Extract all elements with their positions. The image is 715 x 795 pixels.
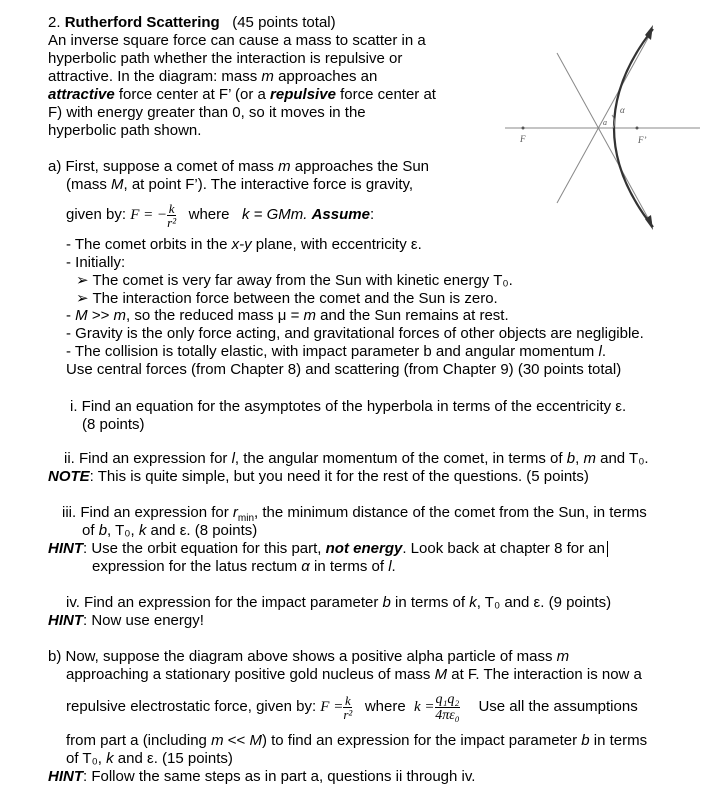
question-iii-hint-2: expression for the latus rectum α in terms of l. (92, 558, 396, 575)
question-i-line-2: (8 points) (82, 416, 145, 433)
assumption-6: - Gravity is the only force acting, and gravitational forces of other objects are negligible. (66, 325, 644, 342)
assumption-5: - M >> m, so the reduced mass μ = m and the Sun remains at rest. (66, 307, 509, 324)
intro-line-4: attractive force center at F’ (or a repulsive force center at (48, 86, 436, 103)
focus-F-point (522, 127, 525, 130)
intro-line-2: hyperbolic path whether the interaction is repulsive or (48, 50, 403, 67)
part-a-line-2: (mass M, at point F’). The interactive force is gravity, (66, 176, 414, 193)
problem-header (48, 14, 336, 32)
label-Fprime: F’ (638, 135, 647, 145)
part-b-hint: HINT: Follow the same steps as in part a, questions ii through iv. (48, 768, 476, 785)
asymptote-line-2 (557, 29, 653, 203)
question-ii-line-1: ii. Find an expression for l, the angular momentum of the comet, in terms of b, m and T₀. (64, 450, 649, 467)
intro-line-5: F) with energy greater than 0, so it moves in the (48, 104, 366, 121)
question-iii-line-1: iii. Find an expression for $r_{min}$, the minimum distance of the comet from the Sun, in terms (62, 504, 647, 524)
question-iii-hint-1: HINT: Use the orbit equation for this part, not energy. Look back at chapter 8 for an (48, 540, 608, 558)
part-b-line-2: approaching a stationary positive gold nucleus of mass M at F. The interaction is now a (66, 666, 642, 683)
part-b-line-1: b) Now, suppose the diagram above shows a positive alpha particle of mass m (48, 648, 570, 665)
part-b-line-5: of T₀, k and ε. (15 points) (66, 750, 233, 767)
intro-line-3: attractive. In the diagram: mass m approaches an (48, 68, 378, 85)
k-over-r2-fraction-b: $\frac{k}{\text{r²}}$ (343, 692, 353, 722)
label-a: a (603, 118, 607, 127)
focus-Fprime-point (636, 127, 639, 130)
part-b-force-equation: repulsive electrostatic force, given by: F = $\frac{k}{\text{r²}}$ where k = $\frac{\text{q₁q₂}}{\text{4πε₀}}$ Use all the assumptions (66, 691, 638, 723)
part-a-force-equation: given by: F = − $\frac{k}{\text{r²}}$ where k = GMm. Assume: (66, 200, 375, 230)
part-a-line-1: a) First, suppose a comet of mass m approaches the Sun (48, 158, 430, 175)
intro-line-6: hyperbolic path shown. (48, 122, 202, 139)
assumption-2: - Initially: (66, 254, 126, 271)
part-a-instructions: Use central forces (from Chapter 8) and scattering (from Chapter 9) (30 points total) (66, 361, 622, 378)
label-alpha: α (620, 105, 625, 115)
text-cursor (607, 541, 608, 557)
assumption-1: - The comet orbits in the x-y plane, with eccentricity ε. (66, 236, 422, 253)
question-ii-note: NOTE: This is quite simple, but you need it for the rest of the questions. (5 points) (48, 468, 589, 485)
problem-title: Rutherford Scattering (64, 14, 220, 31)
problem-points: (45 points total) (232, 14, 336, 31)
part-b-line-4: from part a (including m << M) to find an expression for the impact parameter b in terms (66, 732, 648, 749)
hyperbola-diagram (505, 5, 700, 245)
coulomb-constant-fraction: $\frac{\text{q₁q₂}}{\text{4πε₀}}$ (435, 691, 460, 723)
assumption-3: ➢ The comet is very far away from the Sun with kinetic energy T₀. (76, 272, 513, 289)
intro-line-1: An inverse square force can cause a mass to scatter in a (48, 32, 426, 49)
question-iv-hint: HINT: Now use energy! (48, 612, 204, 629)
assumption-7: - The collision is totally elastic, with impact parameter b and angular momentum l. (66, 343, 606, 360)
k-over-r2-fraction: $\frac{k}{\text{r²}}$ (167, 200, 177, 230)
label-F: F (520, 134, 526, 144)
problem-number: 2. (48, 14, 61, 31)
question-iii-line-2: of b, T₀, k and ε. (8 points) (82, 522, 258, 539)
question-iv-line-1: iv. Find an expression for the impact parameter b in terms of k, T₀ and ε. (9 points) (66, 594, 612, 611)
assumption-4: ➢ The interaction force between the comet and the Sun is zero. (76, 290, 498, 307)
assume-label: Assume (311, 206, 370, 223)
question-i-line-1: i. Find an equation for the asymptotes of the hyperbola in terms of the eccentricity ε. (70, 398, 627, 415)
